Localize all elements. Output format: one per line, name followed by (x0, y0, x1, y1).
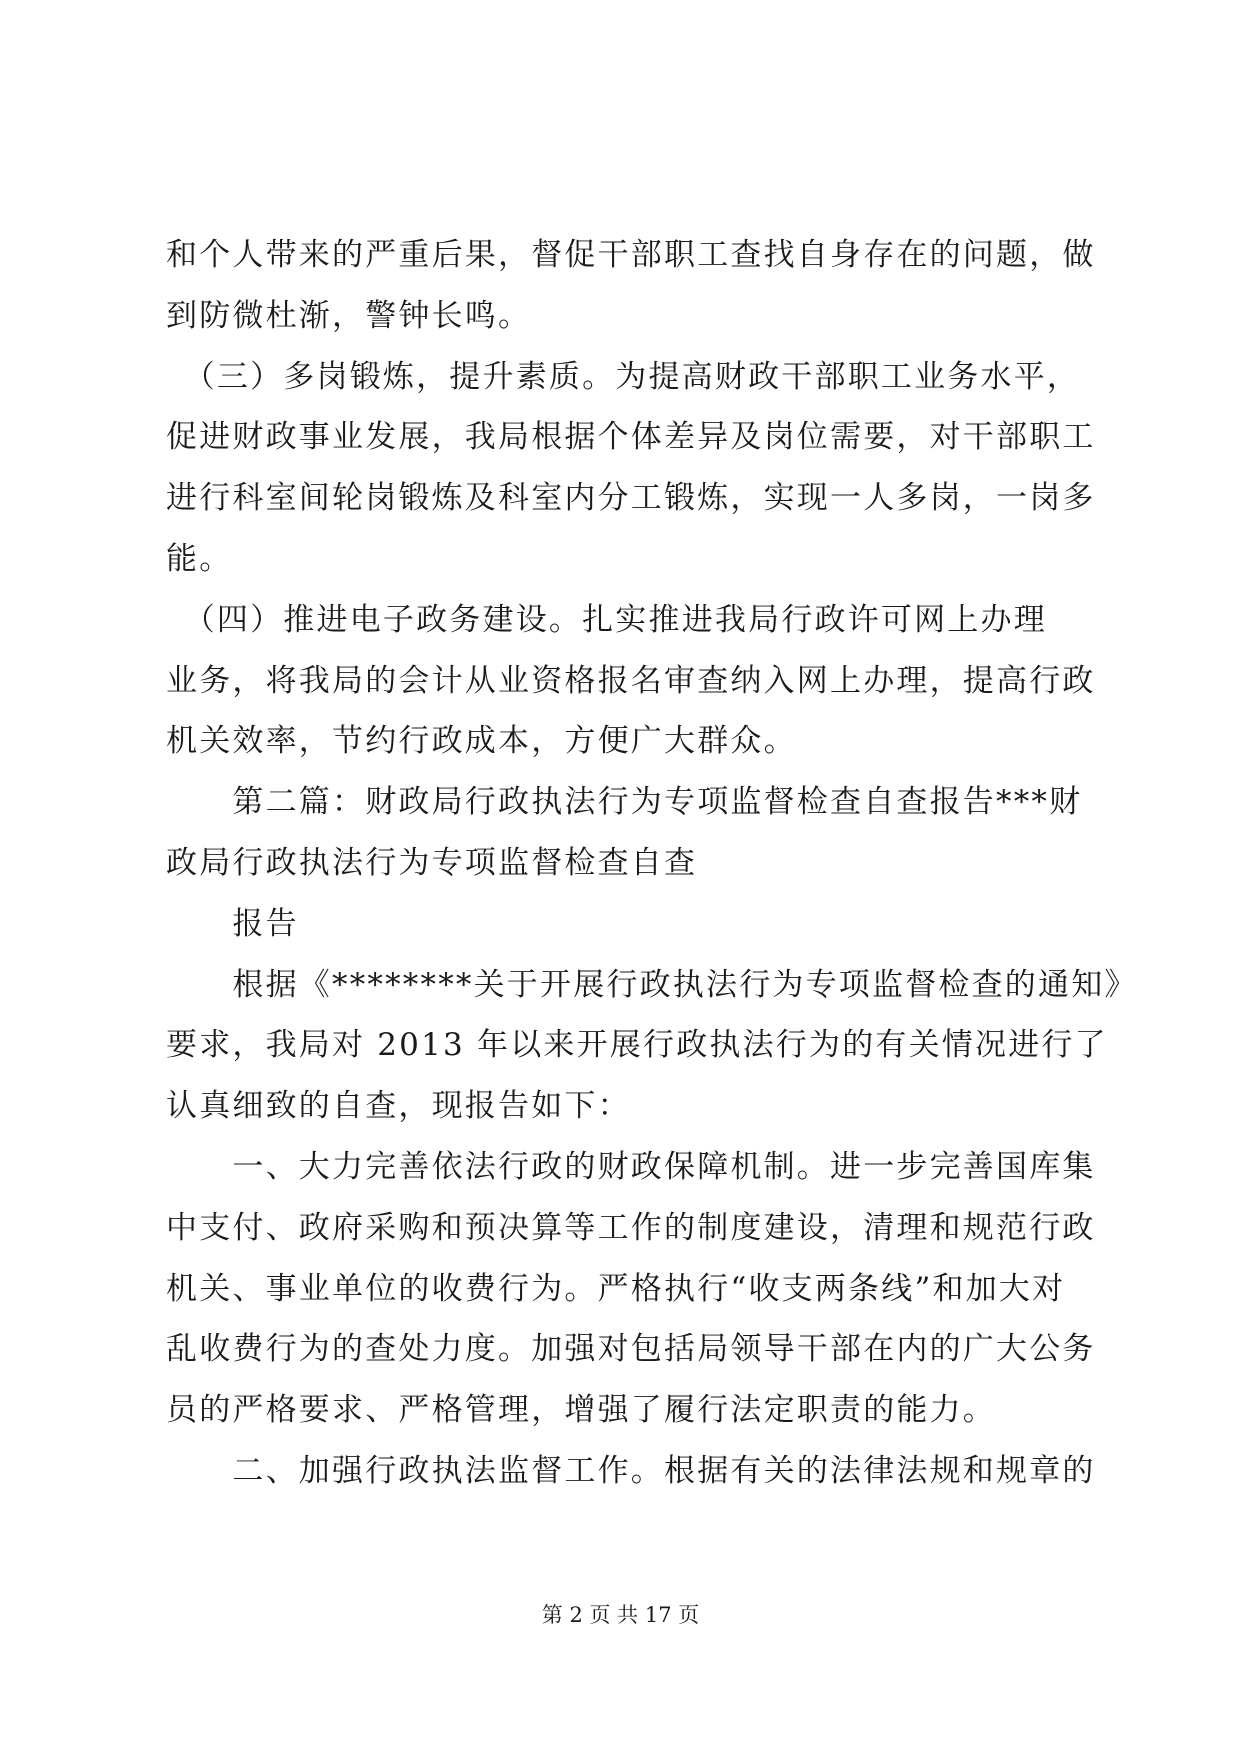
text-line: 业务，将我局的会计从业资格报名审查纳入网上办理，提高行政 (166, 662, 1096, 699)
text-line: 根据《********关于开展行政执法行为专项监督检查的通知》 (166, 966, 1138, 1003)
text-line: 机关、事业单位的收费行为。严格执行“收支两条线”和加大对 (166, 1270, 1066, 1307)
text-line: 中支付、政府采购和预决算等工作的制度建设，清理和规范行政 (166, 1209, 1096, 1246)
document-body (166, 225, 1138, 1502)
text-line: 要求，我局对 2013 年以来开展行政执法行为的有关情况进行了 (166, 1027, 1108, 1064)
section-heading-line: 第二篇：财政局行政执法行为专项监督检查自查报告***财 (166, 784, 1083, 821)
text-line: （四）推进电子政务建设。扎实推进我局行政许可网上办理 (166, 601, 1047, 638)
text-line: 能。 (166, 540, 233, 577)
text-line: 和个人带来的严重后果，督促干部职工查找自身存在的问题，做 (166, 237, 1096, 273)
text-line: 二、加强行政执法监督工作。根据有关的法律法规和规章的 (166, 1452, 1096, 1489)
text-line: 乱收费行为的查处力度。加强对包括局领导干部在内的广大公务 (166, 1331, 1096, 1368)
text-line: 到防微杜渐，警钟长鸣。 (166, 297, 532, 334)
section-heading-line: 政局行政执法行为专项监督检查自查 (166, 844, 698, 881)
page-number-footer: 第 2 页 共 17 页 (541, 1603, 700, 1627)
text-line: （三）多岗锻炼，提升素质。为提高财政干部职工业务水平， (166, 358, 1081, 395)
text-line: 一、大力完善依法行政的财政保障机制。进一步完善国库集 (166, 1148, 1096, 1185)
text-line: 员的严格要求、严格管理，增强了履行法定职责的能力。 (166, 1392, 996, 1429)
text-line: 促进财政事业发展，我局根据个体差异及岗位需要，对干部职工 (166, 419, 1096, 456)
text-line: 认真细致的自查，现报告如下： (166, 1088, 631, 1125)
text-line: 机关效率，节约行政成本，方便广大群众。 (166, 723, 797, 760)
section-heading-line: 报告 (166, 905, 299, 942)
text-line: 进行科室间轮岗锻炼及科室内分工锻炼，实现一人多岗，一岗多 (166, 480, 1096, 517)
